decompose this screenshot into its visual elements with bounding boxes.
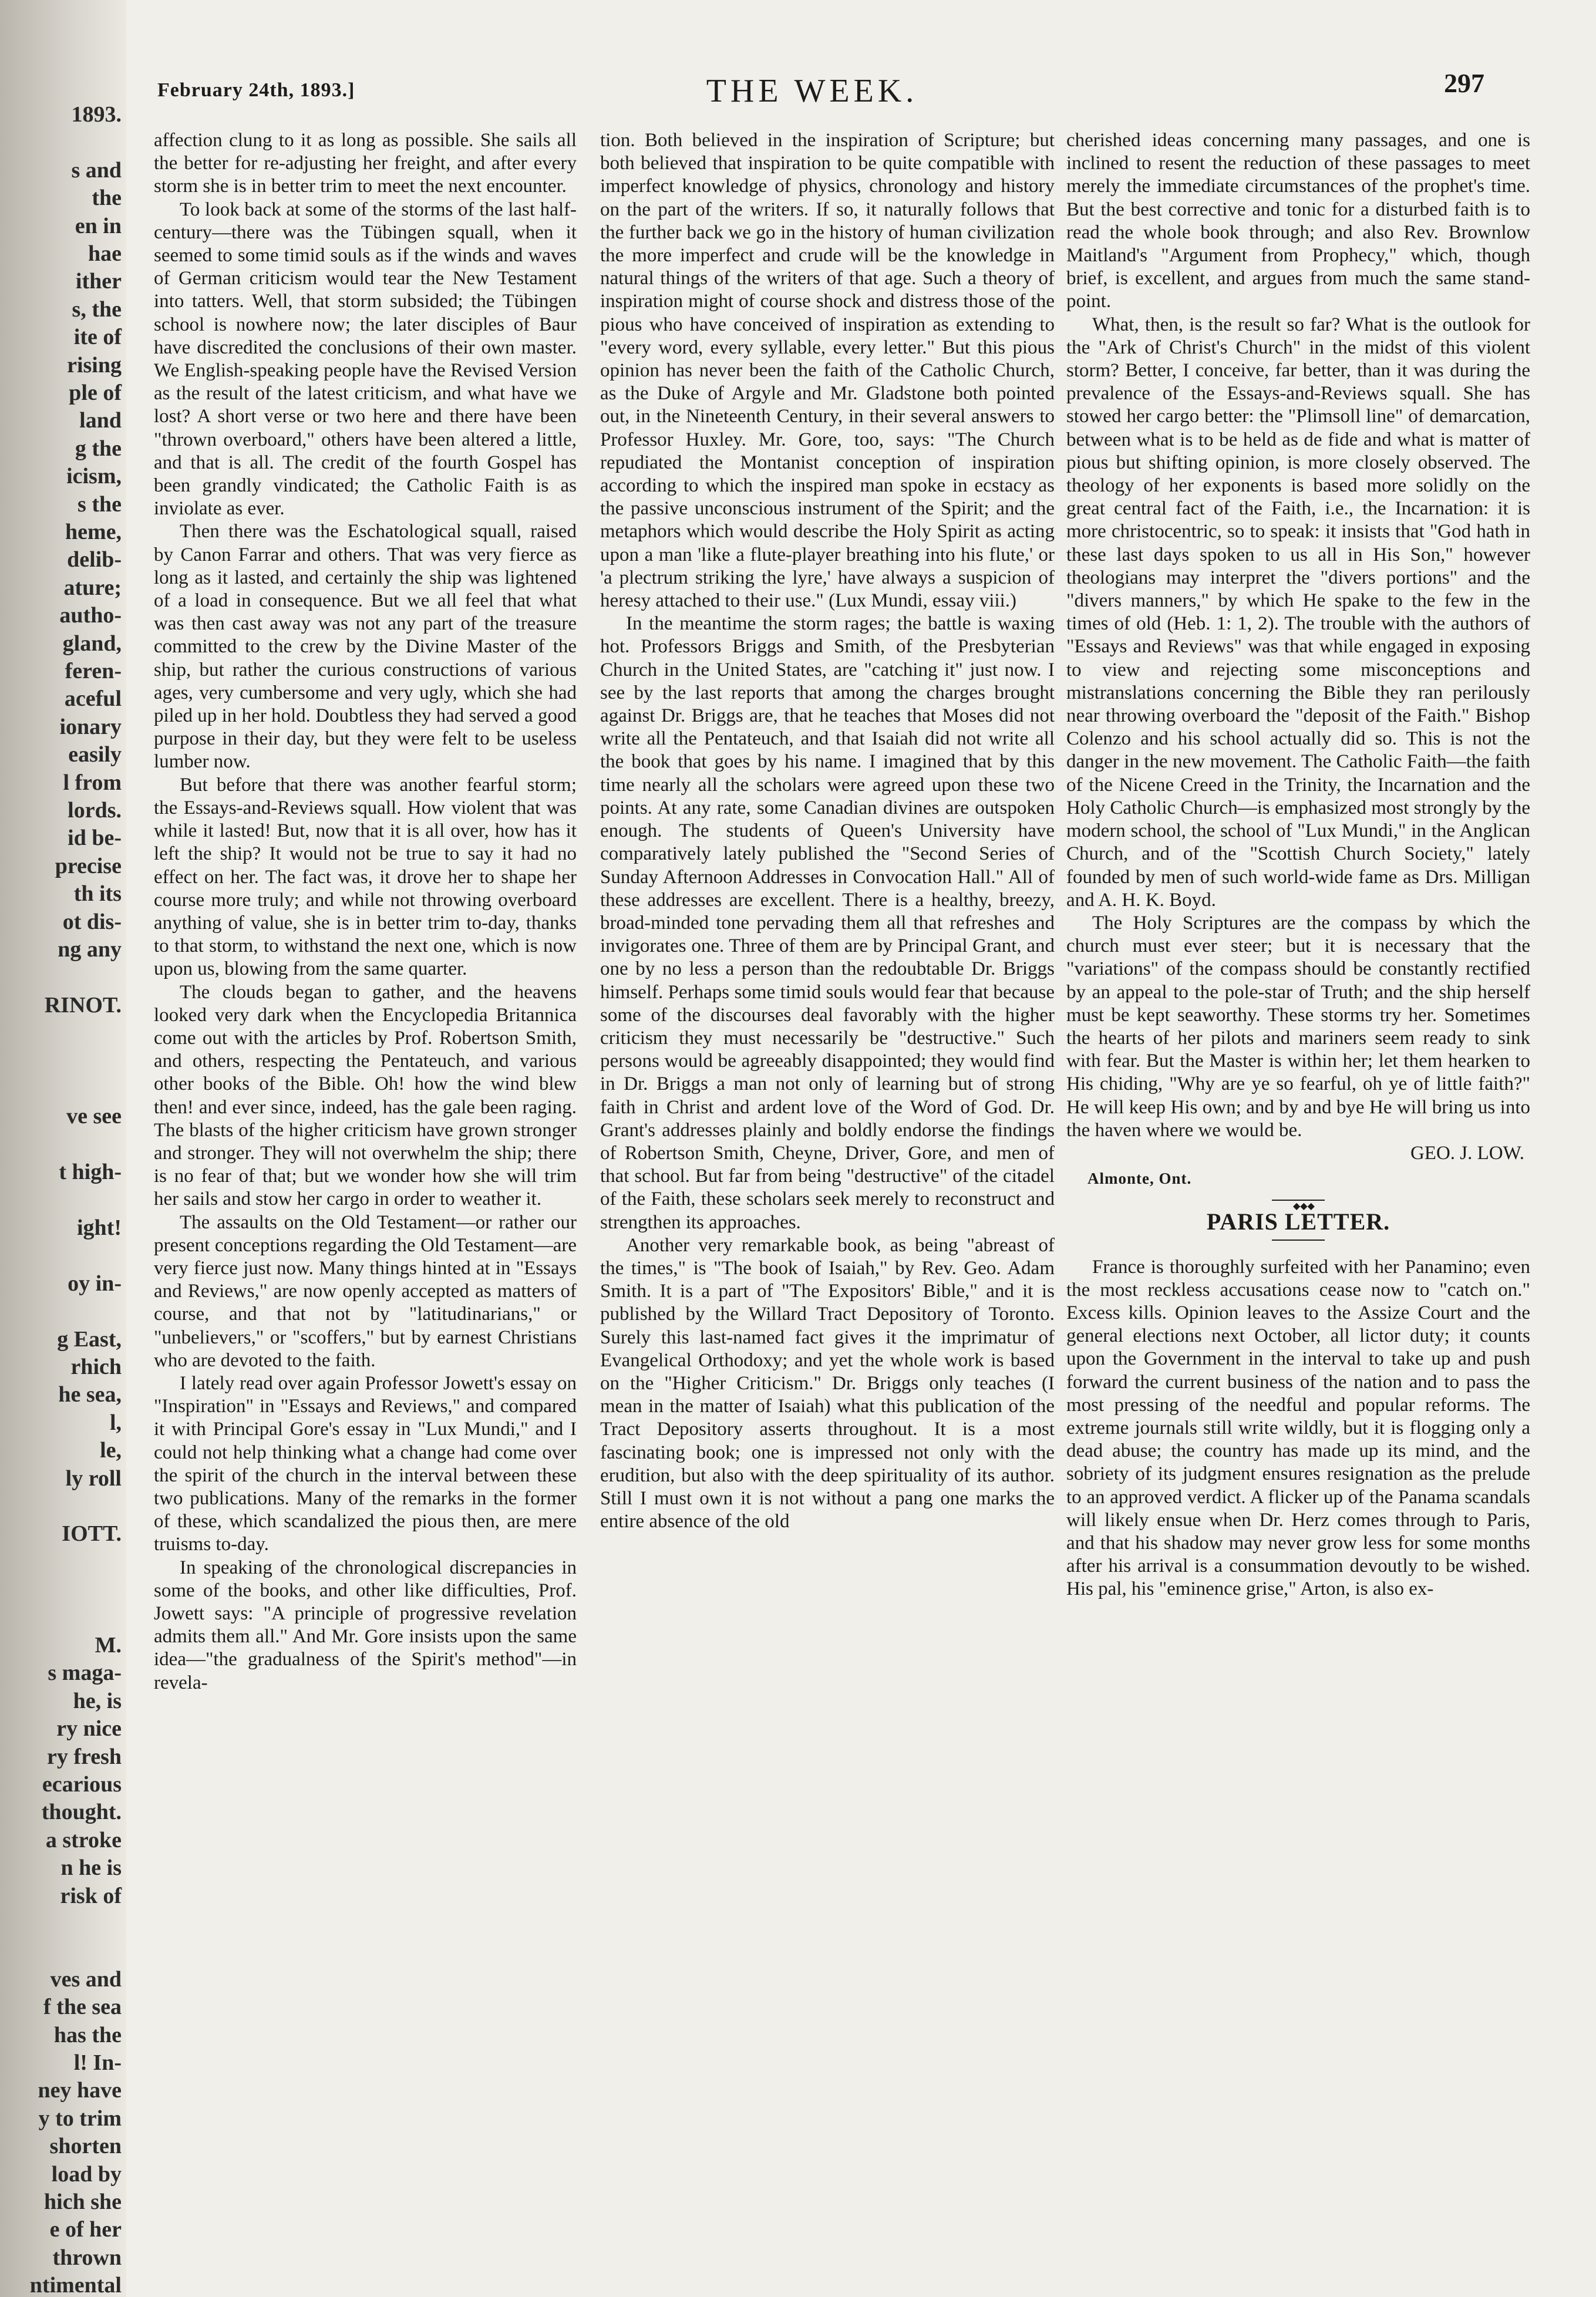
paragraph: The clouds began to gather, and the heavens looked very dark when the Encyclopedia Britannica come out with the articles by Prof. Robertson Smith, and others, respecting the Pentateuch, and various other books of the Bible. Oh! how the wind blew then! and ever since, indeed, has the gale been raging. The blasts of the higher criticism have grown stronger and stronger. They will not overwhelm the ship; there is no fear of that; but we wonder how she will trim her sails and stow her cargo in order to weather it. bbox=[154, 981, 577, 1210]
adjacent-page-fragment: ry fresh bbox=[47, 1744, 122, 1769]
paragraph: Then there was the Eschatological squall, raised by Canon Farrar and others. That was very fierce as long as it lasted, and certainly the ship was lightened of a load in consequence. But we all feel that what was then cast away was not any part of the treasure committed to the crew by the Divine Master of the ship, but rather the curious constructions of various ages, very cumbersome and very ugly, which she had piled up in her hold. Doubtless they had served a good purpose in their day, but they were felt to be useless lumber now. bbox=[154, 521, 577, 773]
adjacent-page-fragment: precise bbox=[55, 853, 122, 878]
adjacent-page-fragment: s maga- bbox=[48, 1661, 122, 1686]
adjacent-page-fragment: ite of bbox=[73, 325, 122, 350]
adjacent-page-fragment: RINOT. bbox=[44, 992, 122, 1018]
adjacent-page-fragment: he sea, bbox=[58, 1382, 122, 1407]
adjacent-page-fragment: le, bbox=[100, 1438, 122, 1463]
adjacent-page-fragment: ng any bbox=[58, 937, 122, 962]
adjacent-page-fragment: hich she bbox=[44, 2190, 122, 2214]
adjacent-page-fragment: gland, bbox=[62, 631, 122, 656]
adjacent-page-fragment: ither bbox=[75, 269, 122, 294]
adjacent-page-fragment bbox=[0, 1491, 126, 1521]
adjacent-page-fragment: s and bbox=[71, 157, 122, 183]
paragraph: The Holy Scriptures are the compass by which the church must ever steer; but it is necessary that the "variations" of the compass should be constantly rectified by an appeal to the pole-star of Truth; and the ship herself must be kept seaworthy. These storms try her. Sometimes the hearts of her pilots and mariners seem ready to sink with fear. But the Master is within her; let them hearken to His chiding, "Why are ye so fearful, oh ye of little faith?" He will keep His own; and by and bye He will bring us into the haven where we would be. bbox=[1066, 912, 1530, 1141]
adjacent-page-fragment bbox=[0, 1296, 126, 1326]
paragraph: Another very remarkable book, as being "abreast of the times," is "The book of Isaiah," by Rev. Geo. Adam Smith. It is a part of "The Expositors' Bible," and it is published by the Willard Tract Depository of Toronto. Surely this last-named fact gives it the imprimatur of Evangelical Orthodoxy; and yet the whole work is based on the "Higher Criticism." Dr. Briggs only teaches (I mean in the matter of Isaiah) what this publication of the Tract Depository asserts throughout. It is a most fascinating book; one is impressed not only with the erudition, but also with the deep spirituality of its author. Still I must own it is not without a pang one marks the entire absence of the old bbox=[600, 1234, 1055, 1533]
adjacent-page-fragment: g East, bbox=[57, 1326, 122, 1352]
adjacent-page-fragment: id be- bbox=[68, 826, 122, 851]
paragraph: In the meantime the storm rages; the battle is waxing hot. Professors Briggs and Smith, of the Presbyterian Church in the United States, are "catching it" just now. I see by the last reports that among the charges brought against Dr. Briggs are, that he teaches that Moses did not write all the Pentateuch, and that Isaiah did not write all the book that goes by his name. I imagined that by this time nearly all the scholars were agreed upon these two points. At any rate, some Canadian divines are outspoken enough. The students of Queen's University have comparatively lately published the "Second Series of Sunday Afternoon Addresses in Convocation Hall." All of these addresses are excellent. There is a healthy, breezy, broad-minded tone pervading them all that refreshes and invigorates one. Three of them are by Principal Grant, and one by no less a person than the redoubtable Dr. Briggs himself. Perhaps some timid souls would fear that because some of the discourses deal favorably with the higher criticism they must necessarily be "destructive." Such persons would be agreeably disappointed; they would find in Dr. Briggs a man not only of learning but of strong faith in Christ and ardent love of the Word of God. Dr. Grant's addresses plainly and boldly endorse the findings of Robertson Smith, Cheyne, Driver, Gore, and men of that school. But far from being "destructive" of the citadel of the Faith, these scholars seek merely to reconstruct and strengthen its approaches. bbox=[600, 613, 1055, 1233]
adjacent-page-fragment bbox=[0, 1046, 126, 1076]
adjacent-page-fragment: feren- bbox=[65, 659, 122, 683]
paragraph: To look back at some of the storms of the last half-century—there was the Tübingen squall, when it seemed to some timid souls as if the winds and waves of German criticism would tear the New Testament into tatters. Well, that storm subsided; the Tübingen school is nowhere now; the later disciples of Baur have discredited the conclusions of their own master. We English-speaking people have the Revised Version as the result of the latest criticism, and what have we lost? A short verse or two here and there have been "thrown overboard," others have been altered a little, and that is all. The credit of the fourth Gospel has been grandly vindicated; the Catholic Faith is as inviolate as ever. bbox=[154, 198, 577, 520]
adjacent-page-fragment: ney have bbox=[38, 2078, 122, 2103]
adjacent-page-fragment: ntimental bbox=[29, 2273, 122, 2297]
adjacent-page-fragment: l from bbox=[63, 770, 122, 795]
adjacent-page-fragment bbox=[0, 1130, 126, 1159]
adjacent-page-fragment: ot dis- bbox=[62, 909, 122, 934]
paragraph: France is thoroughly surfeited with her Panamino; even the most reckless accusations cease now to "catch on." Excess kills. Opinion leaves to the Assize Court and the general elections next October, all lictor duty; it counts upon the Government in the interval to take up and push forward the current business of the nation and to pass the most pressing of the needful and popular reforms. The extreme journals still write wildly, but it is flogging only a dead abuse; the country has made up its mind, and the sobriety of its judgment ensures resignation as the prelude to an approved verdict. A flicker up of the Panama scandals will likely ensue when Dr. Herz comes through to Paris, and that his shadow may never grow less for some months after his arrival is a consummation devoutly to be wished. His pal, his "eminence grise," Arton, is also ex- bbox=[1066, 1256, 1530, 1600]
adjacent-page-fragment bbox=[0, 1547, 126, 1577]
adjacent-page-fragment: lords. bbox=[68, 798, 122, 823]
adjacent-page-fragment: ves and bbox=[50, 1966, 122, 1992]
adjacent-page-fragment: rhich bbox=[70, 1355, 122, 1379]
adjacent-page-fragment bbox=[0, 1575, 126, 1604]
adjacent-page-fragment: thought. bbox=[41, 1800, 122, 1825]
paragraph: The assaults on the Old Testament—or rather our present conceptions regarding the Old Testament—are very fierce just now. Many things hinted at in "Essays and Reviews," are now openly accepted as matters of course, and that not by "latitudinarians," or "unbelievers," or "scoffers," but by earnest Christians who are devoted to the faith. bbox=[154, 1211, 577, 1371]
paragraph: cherished ideas concerning many passages, and one is inclined to resent the reduction of these passages to meet merely the immediate circumstances of the prophet's time. But the best corrective and tonic for a disturbed faith is to read the whole book through; and also Rev. Brownlow Maitland's "Argument from Prophecy," which, though brief, is excellent, and argues from much the same stand-point. bbox=[1066, 130, 1530, 312]
adjacent-page-fragment: rising bbox=[67, 352, 122, 378]
adjacent-page-fragment bbox=[0, 1909, 126, 1938]
page-number: 297 bbox=[1444, 68, 1484, 98]
adjacent-page-fragment bbox=[0, 1603, 126, 1632]
adjacent-page-fragment: ve see bbox=[66, 1104, 122, 1129]
adjacent-page-fragment: ature; bbox=[63, 575, 122, 600]
adjacent-page-fragment: n he is bbox=[60, 1855, 122, 1881]
adjacent-page-fragment: he, is bbox=[73, 1688, 122, 1713]
adjacent-page-fragment: f the sea bbox=[43, 1995, 122, 2020]
adjacent-page-fragment: l! In- bbox=[73, 2050, 122, 2075]
section-divider: ◆◆◆ bbox=[1272, 1198, 1325, 1202]
adjacent-page-fragment: delib- bbox=[67, 547, 122, 572]
author-location: Almonte, Ont. bbox=[1087, 1170, 1192, 1188]
adjacent-page-fragment: aceful bbox=[64, 686, 122, 712]
paragraph: What, then, is the result so far? What is the outlook for the "Ark of Christ's Church" in the midst of this violent storm? Better, I conceive, far better, than it was during the prevalence of the Essays-and-Reviews squall. She has stowed her cargo better: the "Plimsoll line" of demarcation, between what is to be held as de fide and what is matter of pious but shifting opinion, is more closely observed. The theology of her exponents is based more solidly on the great central fact of the Faith, i.e., the Incarnation: it is more christocentric, so to speak: it insists that "God hath in these last days spoken to us all in His Son," however theologians may interpret the "divers portions" and the "divers manners," by which He spake to the few in the times of old (Heb. 1: 1, 2). The trouble with the authors of "Essays and Reviews" was that while engaged in exposing to view and rejecting some misconceptions and mistranslations concerning the Bible they ran perilously near throwing overboard the "deposit of the Faith." Bishop Colenzo and his school actually did so. This is not the danger in the new movement. The Catholic Faith—the faith of the Nicene Creed in the Trinity, the Incarnation and the Holy Catholic Church—is emphasized most strongly by the modern school, the school of "Lux Mundi," in the Anglican Church, and of the "Scottish Church Society," lately founded by men of such world-wide fame as Drs. Milligan and A. H. K. Boyd. bbox=[1066, 314, 1530, 911]
adjacent-page-fragment bbox=[0, 1936, 126, 1966]
adjacent-page-fragment: oy in- bbox=[68, 1271, 122, 1296]
adjacent-page-fragment: risk of bbox=[60, 1883, 122, 1908]
author-signature: GEO. J. LOW. bbox=[1410, 1142, 1524, 1164]
adjacent-page-fragment: a stroke bbox=[45, 1827, 122, 1853]
adjacent-page-fragment bbox=[0, 1018, 126, 1048]
adjacent-page-fragment: thrown bbox=[52, 2245, 122, 2270]
adjacent-page-fragment: shorten bbox=[49, 2134, 122, 2159]
adjacent-page-fragment: M. bbox=[95, 1633, 122, 1658]
adjacent-page-fragment: ly roll bbox=[65, 1466, 122, 1491]
journal-title: THE WEEK. bbox=[706, 73, 918, 109]
adjacent-page-fragment: ionary bbox=[59, 714, 122, 739]
paragraph: In speaking of the chronological discrepancies in some of the books, and other like difficulties, Prof. Jowett says: "A principle of progressive revelation admits them all." And Mr. Gore insists upon the same idea—"the gradualness of the Spirit's method"—in revela- bbox=[154, 1557, 577, 1693]
adjacent-page-fragment: heme, bbox=[65, 520, 122, 544]
paragraph: affection clung to it as long as possible. She sails all the better for re-adjusting her freight, and after every storm she is in better trim to meet the next encounter. bbox=[154, 130, 577, 197]
adjacent-page-fragment: y to trim bbox=[38, 2106, 122, 2131]
adjacent-page-fragment: load by bbox=[51, 2161, 122, 2187]
adjacent-page-fragment: autho- bbox=[59, 603, 122, 628]
adjacent-page-fragment: ecarious bbox=[42, 1772, 122, 1797]
adjacent-page-fragment: l, bbox=[109, 1410, 122, 1435]
column-2 bbox=[600, 129, 1055, 2255]
adjacent-page-fragment: t high- bbox=[59, 1160, 122, 1185]
adjacent-page-fragment: easily bbox=[68, 742, 122, 767]
adjacent-page-fragment bbox=[0, 1185, 126, 1215]
adjacent-page-fragment bbox=[0, 1074, 126, 1103]
section-heading: PARIS LETTER. bbox=[1206, 1208, 1390, 1235]
adjacent-page-fragment: icism, bbox=[66, 464, 122, 489]
adjacent-page-fragment bbox=[0, 127, 126, 157]
adjacent-page-fragment bbox=[0, 962, 126, 992]
adjacent-page-fragment bbox=[0, 1241, 126, 1270]
adjacent-page-fragment: the bbox=[92, 186, 122, 211]
adjacent-page-edge bbox=[0, 0, 126, 2297]
adjacent-page-fragment: 1893. bbox=[71, 102, 122, 127]
paragraph: I lately read over again Professor Jowett's essay on "Inspiration" in "Essays and Reviews," and compared it with Principal Gore's essay in "Lux Mundi," and I could not help thinking what a change had come over the spirit of the church in the interval between these two publications. Many of the remarks in the former of these, which scandalized the pious then, are mere truisms to-day. bbox=[154, 1372, 577, 1555]
paragraph: But before that there was another fearful storm; the Essays-and-Reviews squall. How violent that was while it lasted! But, now that it is all over, how has it left the ship? It would not be true to say it had no effect on her. The fact was, it drove her to shape her course more truly; and while not throwing overboard anything of value, she is in better trim to-day, thanks to that storm, to withstand the next one, which is now upon us, blowing from the same quarter. bbox=[154, 774, 577, 980]
adjacent-page-fragment: land bbox=[79, 408, 122, 433]
paragraph: tion. Both believed in the inspiration of Scripture; but both believed that inspiration to be quite compatible with imperfect knowledge of physics, chronology and history on the part of the writers. If so, it naturally follows that the further back we go in the history of human civilization the more imperfect and crude will be the knowledge in natural things of the writers of that age. Such a theory of inspiration might of course shock and distress those of the pious who have conceived of inspiration as extending to "every word, every syllable, every letter." But this pious opinion has never been the faith of the Catholic Church, as the Duke of Argyle and Mr. Gladstone both pointed out, in the Nineteenth Century, in their several answers to Professor Huxley. Mr. Gore, too, says: "The Church repudiated the Montanist conception of inspiration according to which the inspired man spoke in ecstacy as the passive unconscious instrument of the Spirit; and the metaphors which would describe the Holy Spirit as acting upon a man 'like a flute-player breathing into his flute,' or 'a plectrum striking the lyre,' have always a suspicion of heresy attached to their use." (Lux Mundi, essay viii.) bbox=[600, 130, 1055, 612]
adjacent-page-fragment: th its bbox=[73, 881, 122, 907]
adjacent-page-fragment: g the bbox=[75, 436, 122, 461]
adjacent-page-fragment: ple of bbox=[69, 380, 122, 405]
heading-underline bbox=[1272, 1240, 1325, 1241]
adjacent-page-fragment: hae bbox=[88, 241, 122, 266]
adjacent-page-fragment: ight! bbox=[77, 1215, 122, 1240]
adjacent-page-fragment: s the bbox=[78, 491, 122, 517]
adjacent-page-fragment: en in bbox=[75, 213, 122, 238]
adjacent-page-fragment: e of her bbox=[49, 2217, 122, 2242]
issue-date: February 24th, 1893.] bbox=[157, 79, 355, 101]
page-header bbox=[157, 62, 1484, 114]
column-1 bbox=[154, 129, 577, 2255]
adjacent-page-fragment: s, the bbox=[72, 297, 122, 322]
adjacent-page-fragment: ry nice bbox=[56, 1716, 122, 1742]
adjacent-page-fragment: has the bbox=[53, 2022, 122, 2047]
column-3 bbox=[1066, 129, 1530, 2255]
adjacent-page-fragment: IOTT. bbox=[62, 1521, 122, 1547]
